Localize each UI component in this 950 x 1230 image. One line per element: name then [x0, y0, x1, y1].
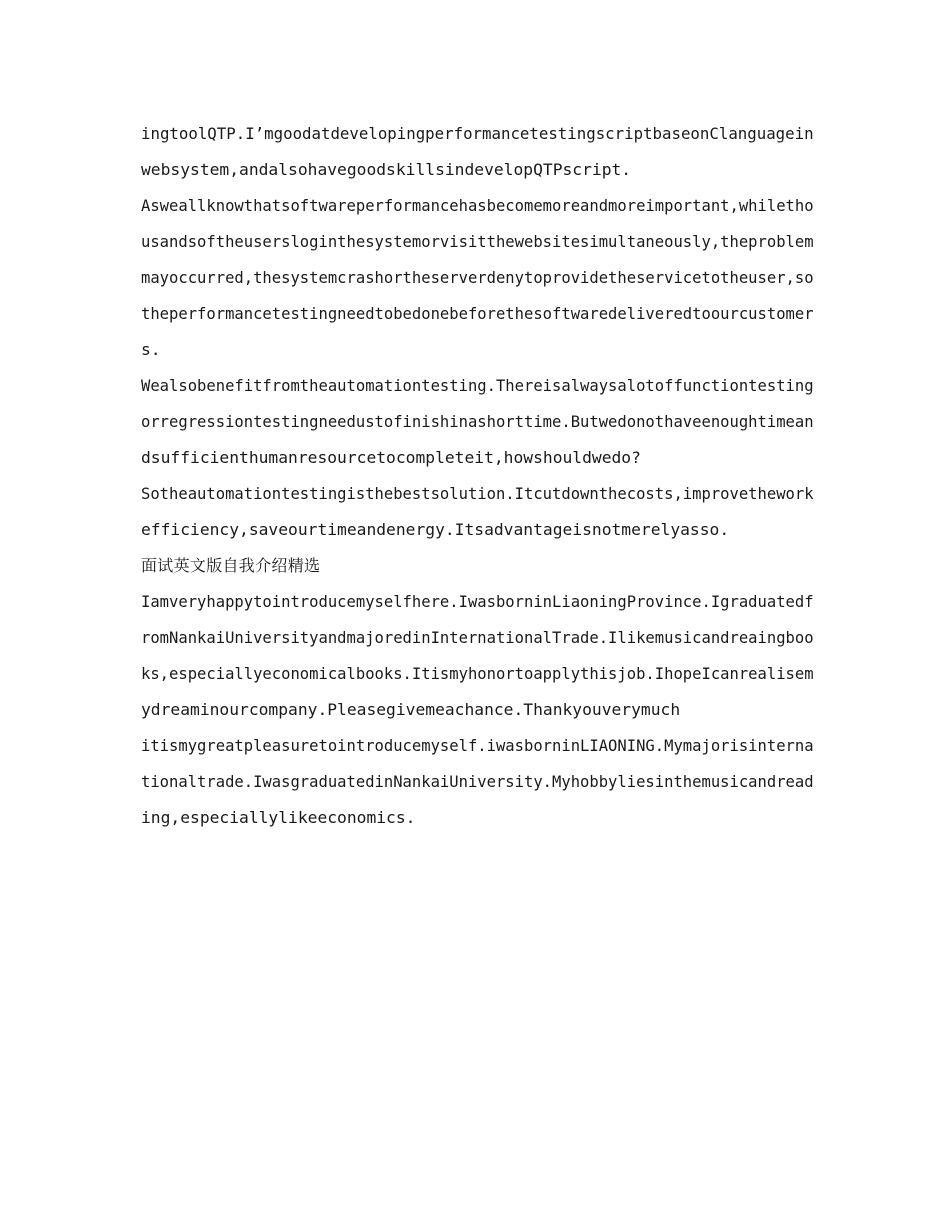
text-line: Iamveryhappytointroducemyselfhere.IwasborninLiaoningProvince.Igraduatedf	[141, 593, 814, 611]
text-line: itismygreatpleasuretointroducemyself.iwasborninLIAONING.Mymajorisinterna	[141, 737, 814, 755]
section-heading: 面试英文版自我介绍精选	[141, 556, 321, 575]
text-line: mayoccurred,thesystemcrashortheserverdenytoprovidetheservicetotheuser,so	[141, 269, 814, 287]
text-line: orregressiontestingneedustofinishinashorttime.Butwedonothaveenoughtimean	[141, 413, 814, 431]
text-line: ing,especiallylikeeconomics.	[141, 808, 416, 827]
text-line: dsufficienthumanresourcetocompleteit,howshouldwedo?	[141, 448, 641, 467]
text-line: usandsoftheusersloginthesystemorvisitthewebsitesimultaneously,theproblem	[141, 233, 814, 251]
text-line: ydreaminourcompany.Pleasegivemeachance.Thankyouverymuch	[141, 700, 681, 719]
text-line: tionaltrade.IwasgraduatedinNankaiUniversity.Myhobbyliesinthemusicandread	[141, 773, 814, 791]
text-line: efficiency,saveourtimeandenergy.Itsadvantageisnotmerelyasso.	[141, 520, 730, 539]
text-line: romNankaiUniversityandmajoredinInternationalTrade.Ilikemusicandreaingboo	[141, 629, 814, 647]
text-line: theperformancetestingneedtobedonebeforethesoftwaredeliveredtoourcustomer	[141, 305, 814, 323]
text-line: Wealsobenefitfromtheautomationtesting.Thereisalwaysalotoffunctiontesting	[141, 377, 814, 395]
text-line: ingtoolQTP.I’mgoodatdevelopingperformancetestingscriptbaseonClanguagein	[141, 124, 814, 143]
document-body	[141, 116, 813, 836]
text-line: s.	[141, 340, 161, 359]
text-line: Asweallknowthatsoftwareperformancehasbecomemoreandmoreimportant,whiletho	[141, 197, 814, 215]
text-line: ks,especiallyeconomicalbooks.Itismyhonortoapplythisjob.IhopeIcanrealisem	[141, 665, 814, 683]
text-line: websystem,andalsohavegoodskillsindevelopQTPscript.	[141, 160, 632, 179]
text-line: Sotheautomationtestingisthebestsolution.Itcutdownthecosts,improvethework	[141, 485, 814, 503]
